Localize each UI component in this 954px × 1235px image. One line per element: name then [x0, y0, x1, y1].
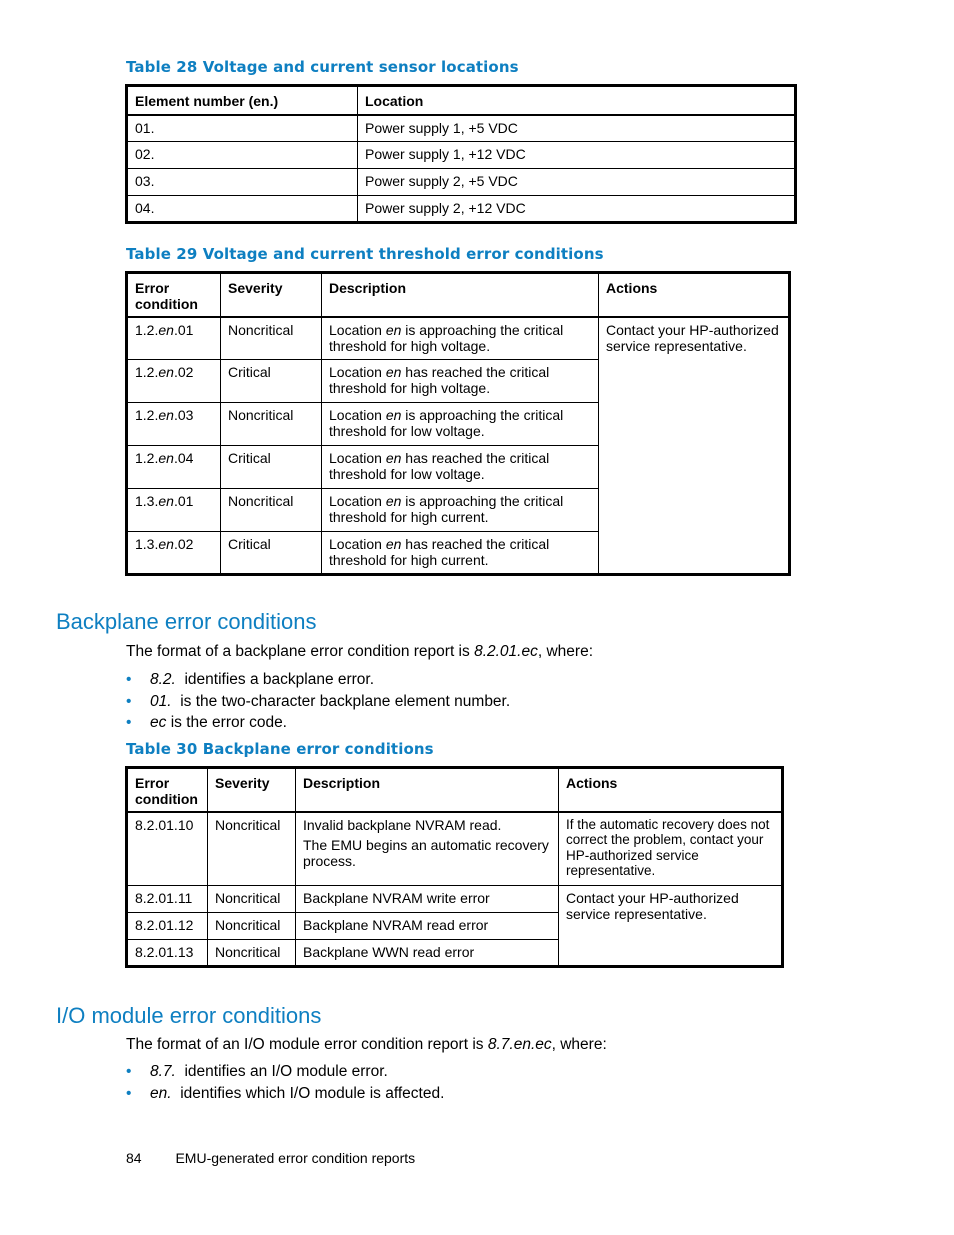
description-cell: Location en has reached the critical threshold for high voltage.	[322, 360, 599, 403]
table-header: Location	[358, 86, 796, 115]
error-code-cell: 8.2.01.11	[127, 886, 208, 913]
error-code-cell: 8.2.01.10	[127, 812, 208, 886]
table-28	[125, 84, 797, 224]
severity-cell: Critical	[221, 360, 322, 403]
description-cell: Location en is approaching the critical threshold for high voltage.	[322, 317, 599, 360]
table-cell: Power supply 2, +5 VDC	[358, 169, 796, 196]
error-code-cell: 1.2.en.03	[127, 403, 221, 446]
severity-cell: Noncritical	[221, 317, 322, 360]
description-cell: Location en has reached the critical threshold for low voltage.	[322, 446, 599, 489]
actions-cell: Contact your HP-authorized service representative.	[599, 317, 790, 575]
error-code-cell: 1.2.en.02	[127, 360, 221, 403]
actions-cell: If the automatic recovery does not correct the problem, contact your HP-authorized service representative.	[559, 812, 783, 886]
bullet-icon: •	[126, 1084, 132, 1102]
table-30	[125, 766, 784, 968]
table-header: Error condition	[127, 768, 208, 812]
table-header: Severity	[221, 273, 322, 317]
severity-cell: Critical	[221, 446, 322, 489]
table-29	[125, 271, 791, 576]
bullet-icon: •	[126, 714, 132, 731]
severity-cell: Noncritical	[221, 489, 322, 532]
description-cell: Location en is approaching the critical threshold for high current.	[322, 489, 599, 532]
backplane-bullet-list	[126, 669, 510, 734]
actions-cell: Contact your HP-authorized service representative.	[559, 886, 783, 967]
table-row	[127, 142, 796, 169]
severity-cell: Noncritical	[208, 812, 296, 886]
table-row	[127, 196, 796, 223]
description-cell: Backplane WWN read error	[296, 940, 559, 967]
error-code-cell: 8.2.01.12	[127, 913, 208, 940]
table-row	[127, 115, 796, 142]
list-item: • ec is the error code.	[126, 712, 510, 734]
table-row	[127, 317, 790, 360]
backplane-intro: The format of a backplane error condition report is 8.2.01.ec, where:	[126, 643, 593, 660]
severity-cell: Noncritical	[208, 913, 296, 940]
table-row	[127, 886, 783, 913]
error-code-cell: 1.2.en.04	[127, 446, 221, 489]
severity-cell: Critical	[221, 532, 322, 575]
backplane-heading: Backplane error conditions	[56, 609, 317, 634]
description-cell: Invalid backplane NVRAM read. The EMU begins an automatic recovery process.	[296, 812, 559, 886]
footer-title: EMU-generated error condition reports	[175, 1150, 416, 1166]
description-cell: Backplane NVRAM write error	[296, 886, 559, 913]
error-code-cell: 1.3.en.01	[127, 489, 221, 532]
table-cell: 02.	[127, 142, 358, 169]
severity-cell: Noncritical	[208, 886, 296, 913]
error-code-cell: 1.3.en.02	[127, 532, 221, 575]
bullet-icon: •	[126, 1063, 132, 1080]
list-item: • 01. is the two-character backplane element number.	[126, 691, 510, 713]
list-item: • 8.2. identifies a backplane error.	[126, 669, 510, 691]
description-cell: Location en has reached the critical threshold for high current.	[322, 532, 599, 575]
list-item: • en. identifies which I/O module is affected.	[126, 1083, 444, 1105]
error-code-cell: 1.2.en.01	[127, 317, 221, 360]
table-row	[127, 812, 783, 886]
severity-cell: Noncritical	[221, 403, 322, 446]
table-header: Error condition	[127, 273, 221, 317]
io-module-bullet-list	[126, 1061, 444, 1104]
table-cell: Power supply 1, +12 VDC	[358, 142, 796, 169]
bullet-icon: •	[126, 692, 132, 710]
io-module-heading: I/O module error conditions	[56, 1003, 322, 1028]
table-header: Severity	[208, 768, 296, 812]
table-cell: 03.	[127, 169, 358, 196]
io-module-intro: The format of an I/O module error condition report is 8.7.en.ec, where:	[126, 1036, 607, 1053]
table-cell: Power supply 2, +12 VDC	[358, 196, 796, 223]
table-29-caption: Table 29 Voltage and current threshold error conditions	[126, 245, 604, 263]
bullet-icon: •	[126, 671, 132, 688]
description-cell: Location en is approaching the critical threshold for low voltage.	[322, 403, 599, 446]
error-code-cell: 8.2.01.13	[127, 940, 208, 967]
table-header: Actions	[599, 273, 790, 317]
table-header: Description	[296, 768, 559, 812]
table-cell: 01.	[127, 115, 358, 142]
page-footer	[126, 1150, 415, 1166]
table-header: Description	[322, 273, 599, 317]
table-header: Element number (en.)	[127, 86, 358, 115]
page-number: 84	[126, 1150, 142, 1166]
table-cell: 04.	[127, 196, 358, 223]
table-row	[127, 169, 796, 196]
table-28-caption: Table 28 Voltage and current sensor locations	[126, 58, 519, 76]
list-item: • 8.7. identifies an I/O module error.	[126, 1061, 444, 1083]
table-cell: Power supply 1, +5 VDC	[358, 115, 796, 142]
table-30-caption: Table 30 Backplane error conditions	[126, 740, 434, 758]
table-header: Actions	[559, 768, 783, 812]
description-cell: Backplane NVRAM read error	[296, 913, 559, 940]
severity-cell: Noncritical	[208, 940, 296, 967]
